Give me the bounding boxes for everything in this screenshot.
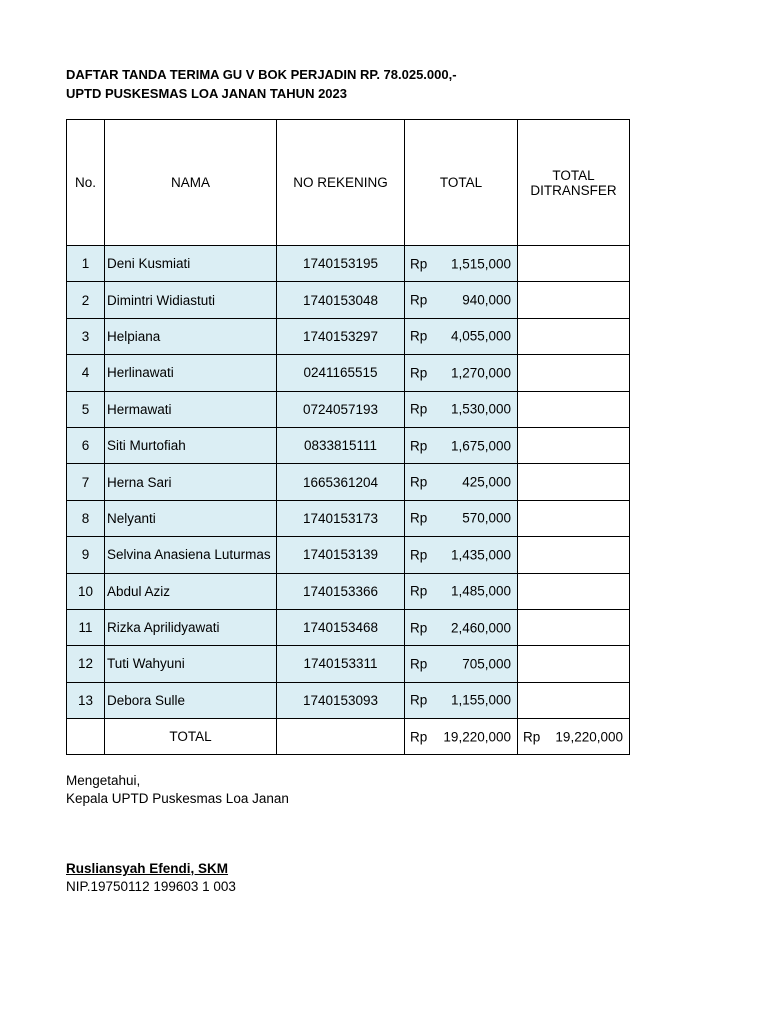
row-account-number: 1665361204 <box>277 464 405 500</box>
currency-label: Rp <box>410 692 428 708</box>
row-name: Herna Sari <box>105 464 277 500</box>
table-row <box>67 646 630 682</box>
currency-label: Rp <box>410 292 428 308</box>
document-title: DAFTAR TANDA TERIMA GU V BOK PERJADIN RP. 78.025.000,- <box>66 67 457 82</box>
row-number: 4 <box>67 355 105 391</box>
row-ditransfer-cell <box>518 318 630 354</box>
row-total-cell <box>405 500 518 536</box>
row-name: Selvina Anasiena Luturmas <box>105 537 277 573</box>
total-ditransfer-cell <box>518 719 630 755</box>
currency-label: Rp <box>410 620 428 636</box>
header-ditransfer: TOTAL DITRANSFER <box>518 120 630 246</box>
row-total-cell <box>405 318 518 354</box>
row-ditransfer-cell <box>518 646 630 682</box>
row-total-cell <box>405 464 518 500</box>
total-row-empty-rekening <box>277 719 405 755</box>
recipient-table <box>66 119 630 755</box>
row-ditransfer-cell <box>518 500 630 536</box>
signatory-position: Kepala UPTD Puskesmas Loa Janan <box>66 791 289 806</box>
row-number: 10 <box>67 573 105 609</box>
row-total-amount: 2,460,000 <box>450 620 511 636</box>
currency-label: Rp <box>410 365 428 381</box>
acknowledgement-text: Mengetahui, <box>66 773 141 788</box>
row-account-number: 1740153297 <box>277 318 405 354</box>
row-account-number: 1740153173 <box>277 500 405 536</box>
row-total-cell <box>405 682 518 718</box>
table-row <box>67 355 630 391</box>
currency-label: Rp <box>410 438 428 454</box>
row-number: 8 <box>67 500 105 536</box>
currency-label: Rp <box>410 547 428 563</box>
table-row <box>67 464 630 500</box>
table-row <box>67 500 630 536</box>
row-account-number: 1740153311 <box>277 646 405 682</box>
row-total-amount: 1,485,000 <box>450 583 511 599</box>
row-ditransfer-cell <box>518 391 630 427</box>
table-row <box>67 391 630 427</box>
header-nama: NAMA <box>105 120 277 246</box>
row-name: Abdul Aziz <box>105 573 277 609</box>
row-number: 3 <box>67 318 105 354</box>
row-account-number: 0833815111 <box>277 427 405 463</box>
table-row <box>67 282 630 318</box>
header-total: TOTAL <box>405 120 518 246</box>
row-number: 11 <box>67 609 105 645</box>
row-account-number: 1740153366 <box>277 573 405 609</box>
row-total-cell <box>405 646 518 682</box>
row-total-cell <box>405 246 518 282</box>
total-amount: 19,220,000 <box>443 729 511 745</box>
currency-label: Rp <box>410 656 428 672</box>
row-ditransfer-cell <box>518 609 630 645</box>
row-account-number: 1740153048 <box>277 282 405 318</box>
row-account-number: 1740153139 <box>277 537 405 573</box>
row-account-number: 0724057193 <box>277 391 405 427</box>
table-row <box>67 246 630 282</box>
total-row-empty <box>67 719 105 755</box>
table-row <box>67 537 630 573</box>
signatory-nip: NIP.19750112 199603 1 003 <box>66 879 236 894</box>
header-rekening: NO REKENING <box>277 120 405 246</box>
row-total-cell <box>405 537 518 573</box>
row-total-cell <box>405 355 518 391</box>
row-number: 6 <box>67 427 105 463</box>
row-account-number: 1740153093 <box>277 682 405 718</box>
table-row <box>67 318 630 354</box>
row-total-cell <box>405 427 518 463</box>
row-total-amount: 425,000 <box>462 474 511 490</box>
currency-label: Rp <box>410 729 428 745</box>
row-ditransfer-cell <box>518 537 630 573</box>
row-total-cell <box>405 573 518 609</box>
row-total-cell <box>405 391 518 427</box>
row-name: Herlinawati <box>105 355 277 391</box>
row-name: Hermawati <box>105 391 277 427</box>
row-name: Debora Sulle <box>105 682 277 718</box>
row-number: 7 <box>67 464 105 500</box>
currency-label: Rp <box>410 328 428 344</box>
table-row <box>67 682 630 718</box>
row-total-amount: 1,435,000 <box>450 547 511 563</box>
total-ditransfer: 19,220,000 <box>555 729 623 745</box>
row-account-number: 0241165515 <box>277 355 405 391</box>
row-ditransfer-cell <box>518 464 630 500</box>
row-total-amount: 705,000 <box>462 656 511 672</box>
currency-label: Rp <box>410 510 428 526</box>
row-ditransfer-cell <box>518 282 630 318</box>
row-number: 1 <box>67 246 105 282</box>
row-ditransfer-cell <box>518 246 630 282</box>
row-name: Nelyanti <box>105 500 277 536</box>
table-row <box>67 609 630 645</box>
row-name: Helpiana <box>105 318 277 354</box>
row-ditransfer-cell <box>518 573 630 609</box>
row-total-amount: 940,000 <box>462 292 511 308</box>
row-total-cell <box>405 609 518 645</box>
row-name: Rizka Aprilidyawati <box>105 609 277 645</box>
row-account-number: 1740153195 <box>277 246 405 282</box>
row-number: 5 <box>67 391 105 427</box>
currency-label: Rp <box>410 474 428 490</box>
currency-label: Rp <box>410 401 428 417</box>
row-number: 9 <box>67 537 105 573</box>
row-total-amount: 1,155,000 <box>450 692 511 708</box>
signatory-name: Rusliansyah Efendi, SKM <box>66 861 229 876</box>
row-account-number: 1740153468 <box>277 609 405 645</box>
table-total-row <box>67 719 630 755</box>
total-label: TOTAL <box>105 719 277 755</box>
row-total-amount: 1,515,000 <box>450 256 511 272</box>
row-total-amount: 1,530,000 <box>450 401 511 417</box>
row-number: 2 <box>67 282 105 318</box>
total-amount-cell <box>405 719 518 755</box>
row-ditransfer-cell <box>518 682 630 718</box>
table-row <box>67 427 630 463</box>
row-total-amount: 570,000 <box>462 510 511 526</box>
currency-label: Rp <box>523 729 541 745</box>
row-total-cell <box>405 282 518 318</box>
row-number: 13 <box>67 682 105 718</box>
document-subtitle: UPTD PUSKESMAS LOA JANAN TAHUN 2023 <box>66 86 347 101</box>
currency-label: Rp <box>410 256 428 272</box>
row-total-amount: 1,270,000 <box>450 365 511 381</box>
table-row <box>67 573 630 609</box>
row-name: Tuti Wahyuni <box>105 646 277 682</box>
row-name: Siti Murtofiah <box>105 427 277 463</box>
row-name: Dimintri Widiastuti <box>105 282 277 318</box>
table-header-row <box>67 120 630 246</box>
row-ditransfer-cell <box>518 427 630 463</box>
row-number: 12 <box>67 646 105 682</box>
currency-label: Rp <box>410 583 428 599</box>
row-name: Deni Kusmiati <box>105 246 277 282</box>
row-total-amount: 1,675,000 <box>450 438 511 454</box>
header-no: No. <box>67 120 105 246</box>
row-total-amount: 4,055,000 <box>450 328 511 344</box>
row-ditransfer-cell <box>518 355 630 391</box>
